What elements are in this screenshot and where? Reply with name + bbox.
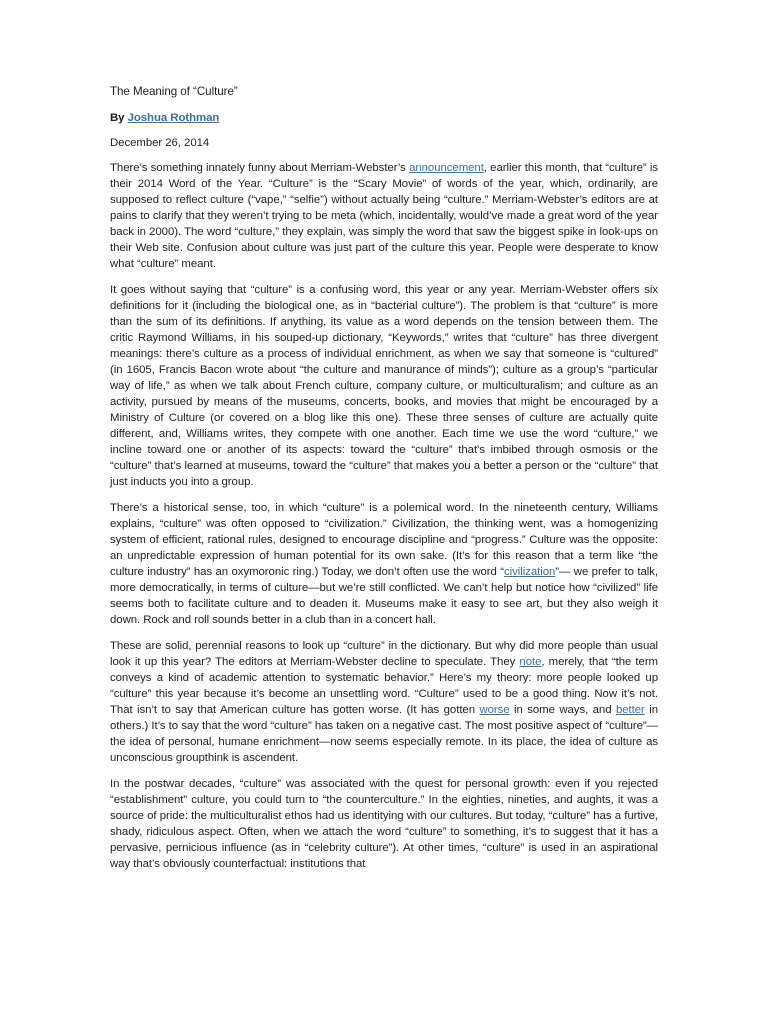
inline-link[interactable]: civilization xyxy=(503,566,556,578)
article-title: The Meaning of “Culture” xyxy=(110,85,238,98)
paragraph-text: , merely, that “the term conveys a kind of academic attention to systematic behavior.” Here’s my theory: more people looked up “culture” this year because it’s become an unsettling word. “Culture” used to be a good thing. Now it’s not. That isn’t to say that American culture has gotten worse. (It has gotten xyxy=(110,656,658,716)
article-body xyxy=(110,160,658,872)
byline-prefix: By xyxy=(110,112,128,124)
paragraph-text: These are solid, perennial reasons to look up “culture” in the dictionary. But why did more people than usual look it up this year? The editors at Merriam-Webster decline to speculate. They xyxy=(110,640,658,668)
paragraph-text: ”— we prefer to talk, more democratically, in terms of culture—but we’re still conflicted. We can’t help but notice how “civilized” life seems both to facilitate culture and to deaden it. Museums make it easy to see art, but they also weigh it down. Rock and roll sounds better in a club than in a concert hall. xyxy=(110,566,658,626)
paragraph-text: in some ways, and xyxy=(509,704,616,716)
paragraph-text: in others.) It’s to say that the word “culture” has taken on a negative cast. The most positive aspect of “culture”—the idea of personal, humane enrichment—now seems especially remote. In its place, the idea of culture as unconscious groupthink is ascendent. xyxy=(110,704,658,764)
paragraph-text: , earlier this month, that “culture” is their 2014 Word of the Year. “Culture” is the “Scary Movie” of words of the year, which, ordinarily, are supposed to reflect culture (“vape,” “selfie”) without actually being “culture.” Merriam-Webster’s editors are at pains to clarify that they weren’t trying to be meta (which, incidentally, would’ve made a great word of the year back in 2000). The word “culture,” they explain, was simply the word that saw the biggest spike in look-ups on their Web site. Confusion about culture was just part of the culture this year. People were desperate to know what “culture” meant. xyxy=(110,162,658,270)
paragraph-text: There’s something innately funny about Merriam-Webster’s xyxy=(110,162,410,174)
publication-date: December 26, 2014 xyxy=(110,137,210,149)
paragraph-text: There’s a historical sense, too, in which “culture” is a polemical word. In the nineteenth century, Williams explains, “culture” was often opposed to “civilization.” Civilization, the thinking went, was a homogenizing system of efficient, rational rules, designed to encourage discipline and “progress.” Culture was the opposite: an unpredictable expression of human potential for its own sake. (It’s for this reason that a term like “the culture industry” has an oxymoronic ring.) Today, we don’t often use the word “ xyxy=(110,502,658,578)
author-link[interactable]: Joshua Rothman xyxy=(127,112,220,124)
article-paragraph xyxy=(110,282,658,490)
article-paragraph xyxy=(110,776,658,872)
paragraph-text: In the postwar decades, “culture” was associated with the quest for personal growth: even if you rejected “establishment” culture, you could turn to “the counterculture.” In the eighties, nineties, and aughts, it was a source of pride: the multiculturalist ethos had us identitying with our cultures. But today, “culture” has a furtive, shady, ridiculous aspect. Often, when we attach the word “culture” to something, it’s to suggest that it has a pervasive, pernicious influence (as in “celebrity culture”). At other times, “culture” is used in an aspirational way that’s obviously counterfactual: institutions that xyxy=(110,778,658,870)
byline xyxy=(110,110,658,126)
article xyxy=(110,84,658,882)
article-paragraph xyxy=(110,500,658,628)
paragraph-text: It goes without saying that “culture” is a confusing word, this year or any year. Merriam-Webster offers six definitions for it (including the biological one, as in “bacterial culture”). The problem is that “culture” is more than the sum of its definitions. If anything, its value as a word depends on the tension between them. The critic Raymond Williams, in his souped-up dictionary, “Keywords,” writes that “culture” has three divergent meanings: there’s culture as a process of individual enrichment, as when we say that someone is “cultured” (in 1605, Francis Bacon wrote about “the culture and manurance of minds”); culture as a group’s “particular way of life,” as when we talk about French culture, company culture, or multiculturalism; and culture as an activity, pursued by means of the museums, concerts, books, and movies that might be encouraged by a Ministry of Culture (or covered on a blog like this one). These three senses of culture are actually quite different, and, Williams writes, they compete with one another. Each time we use the word “culture,” we incline toward one or another of its aspects: toward the “culture” that’s imbibed through osmosis or the “culture” that’s learned at museums, toward the “culture” that makes you a better a person or the “culture” that just inducts you into a group. xyxy=(110,284,658,488)
article-paragraph xyxy=(110,160,658,272)
inline-link[interactable]: better xyxy=(615,704,645,716)
inline-link[interactable]: worse xyxy=(479,704,510,716)
inline-link[interactable]: announcement xyxy=(409,162,484,174)
inline-link[interactable]: note xyxy=(519,656,542,668)
article-paragraph xyxy=(110,638,658,766)
